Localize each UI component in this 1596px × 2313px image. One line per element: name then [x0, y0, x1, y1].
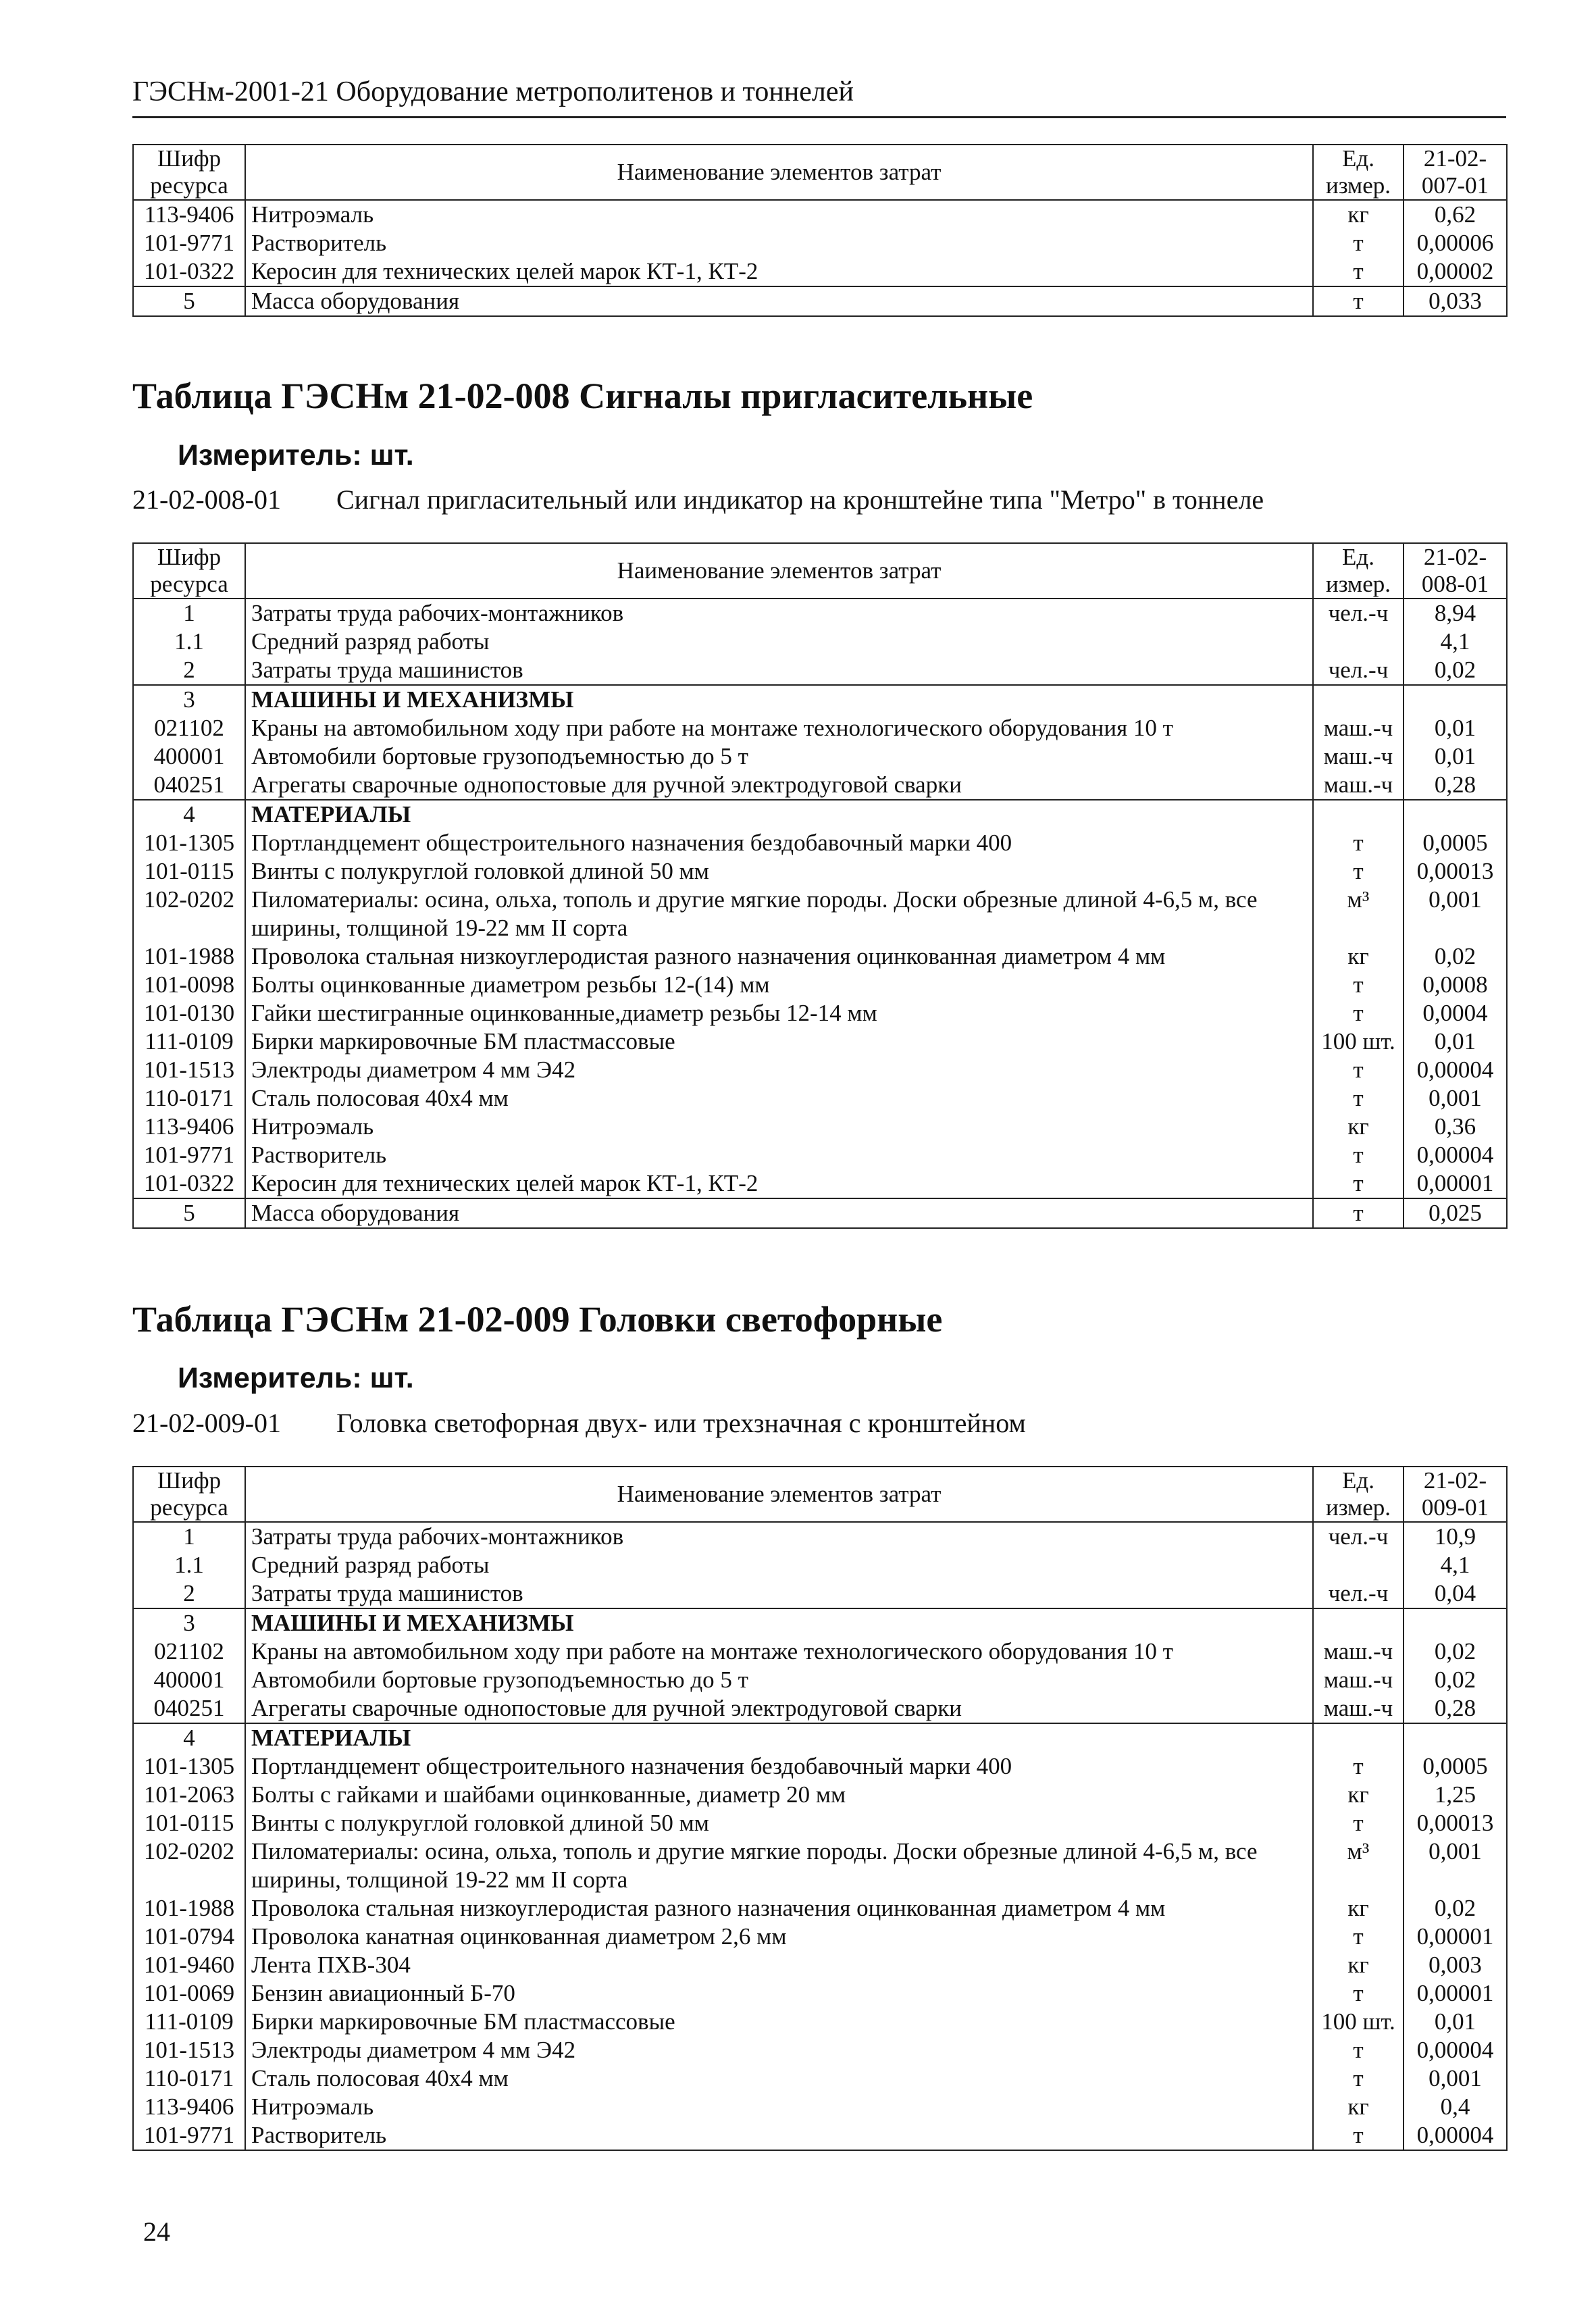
cell-name: Средний разряд работы: [245, 1551, 1313, 1579]
cell-unit: [1313, 628, 1404, 656]
table-row: [133, 1551, 1507, 1579]
table-row: [133, 1694, 1507, 1723]
cell-unit: кг: [1313, 942, 1404, 971]
cell-name: МАТЕРИАЛЫ: [245, 800, 1313, 829]
cell-value: [1404, 1608, 1507, 1637]
cell-code: 101-1988: [133, 942, 245, 971]
table-row: [133, 257, 1507, 286]
cell-unit: т: [1313, 1056, 1404, 1084]
cell-code: 113-9406: [133, 1113, 245, 1141]
cell-code: 5: [133, 1198, 245, 1228]
cell-value: 0,01: [1404, 1027, 1507, 1056]
cell-code: 101-1305: [133, 1752, 245, 1781]
cell-unit: кг: [1313, 2093, 1404, 2121]
table-row: [133, 1198, 1507, 1228]
header-norm-column: 21-02- 008-01: [1404, 543, 1507, 599]
cell-unit: м³: [1313, 1837, 1404, 1894]
cell-unit: 100 шт.: [1313, 1027, 1404, 1056]
cell-code: 040251: [133, 771, 245, 800]
cell-value: 0,01: [1404, 714, 1507, 742]
cell-name: Средний разряд работы: [245, 628, 1313, 656]
table-row: [133, 685, 1507, 714]
cell-value: 0,00006: [1404, 229, 1507, 257]
cell-code: 101-9771: [133, 229, 245, 257]
cell-name: Затраты труда рабочих-монтажников: [245, 599, 1313, 628]
cell-value: 0,00001: [1404, 1979, 1507, 2008]
cell-value: 0,02: [1404, 1894, 1507, 1923]
cell-unit: т: [1313, 1141, 1404, 1169]
cell-value: 0,00002: [1404, 257, 1507, 286]
cell-code: 101-0322: [133, 257, 245, 286]
cell-unit: чел.-ч: [1313, 1579, 1404, 1608]
table-row: [133, 1579, 1507, 1608]
cell-code: 040251: [133, 1694, 245, 1723]
table-row: [133, 656, 1507, 685]
table-row: [133, 1027, 1507, 1056]
resource-table-009: [132, 1466, 1508, 2151]
cell-unit: [1313, 800, 1404, 829]
cell-name: Растворитель: [245, 2121, 1313, 2150]
table-row: [133, 200, 1507, 229]
cell-name: Лента ПХВ-304: [245, 1951, 1313, 1979]
cell-code: 101-1513: [133, 2036, 245, 2064]
cell-value: 0,62: [1404, 200, 1507, 229]
header-name: Наименование элементов затрат: [245, 145, 1313, 200]
cell-value: 0,003: [1404, 1951, 1507, 1979]
cell-name: Проволока стальная низкоуглеродистая разного назначения оцинкованная диаметром 4 мм: [245, 1894, 1313, 1923]
cell-value: 0,02: [1404, 942, 1507, 971]
cell-unit: т: [1313, 857, 1404, 886]
cell-name: Автомобили бортовые грузоподъемностью до 5 т: [245, 1666, 1313, 1694]
header-cipher: Шифр ресурса: [133, 543, 245, 599]
cell-unit: 100 шт.: [1313, 2008, 1404, 2036]
cell-value: 0,00013: [1404, 857, 1507, 886]
cell-name: Масса оборудования: [245, 286, 1313, 316]
table-row: [133, 1056, 1507, 1084]
cell-code: 102-0202: [133, 886, 245, 942]
table-row: [133, 1752, 1507, 1781]
resource-table-007: [132, 144, 1508, 317]
cell-name: Электроды диаметром 4 мм Э42: [245, 1056, 1313, 1084]
cell-code: 101-0069: [133, 1979, 245, 2008]
cell-value: 0,28: [1404, 771, 1507, 800]
cell-code: 5: [133, 286, 245, 316]
cell-code: 3: [133, 685, 245, 714]
cell-value: 0,00001: [1404, 1169, 1507, 1198]
cell-name: Болты с гайками и шайбами оцинкованные, диаметр 20 мм: [245, 1781, 1313, 1809]
table-row: [133, 1113, 1507, 1141]
cell-value: 0,00004: [1404, 2036, 1507, 2064]
header-name: Наименование элементов затрат: [245, 1467, 1313, 1522]
table-caption-009: Таблица ГЭСНм 21-02-009 Головки светофорные: [132, 1299, 943, 1340]
cell-code: 111-0109: [133, 1027, 245, 1056]
table-row: [133, 229, 1507, 257]
cell-value: 4,1: [1404, 1551, 1507, 1579]
cell-value: 0,0004: [1404, 999, 1507, 1027]
cell-unit: маш.-ч: [1313, 714, 1404, 742]
table-row: [133, 1723, 1507, 1752]
cell-code: 1: [133, 599, 245, 628]
meter-label-008: Измеритель: шт.: [178, 439, 414, 472]
table-row: [133, 829, 1507, 857]
cell-value: 0,4: [1404, 2093, 1507, 2121]
cell-code: 400001: [133, 742, 245, 771]
cell-unit: т: [1313, 257, 1404, 286]
cell-code: 101-0098: [133, 971, 245, 999]
table-row: [133, 742, 1507, 771]
cell-value: 0,00004: [1404, 1141, 1507, 1169]
cell-code: 101-0115: [133, 1809, 245, 1837]
cell-code: 113-9406: [133, 200, 245, 229]
cell-value: 0,01: [1404, 2008, 1507, 2036]
cell-name: Затраты труда машинистов: [245, 1579, 1313, 1608]
table-row: [133, 1637, 1507, 1666]
cell-name: Сталь полосовая 40х4 мм: [245, 2064, 1313, 2093]
cell-code: 2: [133, 656, 245, 685]
table-row: [133, 999, 1507, 1027]
cell-unit: м³: [1313, 886, 1404, 942]
cell-unit: [1313, 685, 1404, 714]
cell-name: Бирки маркировочные БМ пластмассовые: [245, 2008, 1313, 2036]
table-row: [133, 800, 1507, 829]
cell-value: 0,001: [1404, 1084, 1507, 1113]
cell-value: [1404, 685, 1507, 714]
cell-value: 0,00004: [1404, 1056, 1507, 1084]
cell-name: Затраты труда машинистов: [245, 656, 1313, 685]
table-row: [133, 599, 1507, 628]
cell-value: 0,36: [1404, 1113, 1507, 1141]
cell-unit: чел.-ч: [1313, 656, 1404, 685]
norm-name: Головка светофорная двух- или трехзначная с кронштейном: [336, 1408, 1026, 1438]
cell-code: 4: [133, 1723, 245, 1752]
cell-name: Краны на автомобильном ходу при работе на монтаже технологического оборудования 10 т: [245, 714, 1313, 742]
header-norm-column: 21-02- 009-01: [1404, 1467, 1507, 1522]
cell-code: 110-0171: [133, 2064, 245, 2093]
cell-code: 4: [133, 800, 245, 829]
table-row: [133, 771, 1507, 800]
cell-value: 0,04: [1404, 1579, 1507, 1608]
cell-code: 021102: [133, 1637, 245, 1666]
cell-name: Сталь полосовая 40х4 мм: [245, 1084, 1313, 1113]
cell-value: 0,001: [1404, 2064, 1507, 2093]
cell-name: Болты оцинкованные диаметром резьбы 12-(14) мм: [245, 971, 1313, 999]
cell-value: 0,033: [1404, 286, 1507, 316]
table-row: [133, 1608, 1507, 1637]
cell-code: 1.1: [133, 628, 245, 656]
cell-unit: маш.-ч: [1313, 771, 1404, 800]
meter-label-009: Измеритель: шт.: [178, 1362, 414, 1394]
cell-value: 4,1: [1404, 628, 1507, 656]
cell-value: 0,00013: [1404, 1809, 1507, 1837]
table-caption-008: Таблица ГЭСНм 21-02-008 Сигналы пригласительные: [132, 376, 1033, 416]
cell-value: 0,0005: [1404, 1752, 1507, 1781]
cell-name: Винты с полукруглой головкой длиной 50 мм: [245, 857, 1313, 886]
cell-name: Масса оборудования: [245, 1198, 1313, 1228]
cell-unit: т: [1313, 1809, 1404, 1837]
cell-unit: т: [1313, 286, 1404, 316]
cell-unit: маш.-ч: [1313, 1637, 1404, 1666]
table-row: [133, 1084, 1507, 1113]
table-row: [133, 971, 1507, 999]
table-row: [133, 2121, 1507, 2150]
cell-name: Бирки маркировочные БМ пластмассовые: [245, 1027, 1313, 1056]
cell-unit: кг: [1313, 1781, 1404, 1809]
cell-value: 0,02: [1404, 1637, 1507, 1666]
cell-code: 1: [133, 1522, 245, 1551]
cell-unit: чел.-ч: [1313, 1522, 1404, 1551]
cell-value: 0,025: [1404, 1198, 1507, 1228]
cell-name: Агрегаты сварочные однопостовые для ручной электродуговой сварки: [245, 1694, 1313, 1723]
cell-value: 0,0008: [1404, 971, 1507, 999]
cell-value: 0,0005: [1404, 829, 1507, 857]
table-row: [133, 886, 1507, 942]
cell-name: Керосин для технических целей марок КТ-1, КТ-2: [245, 1169, 1313, 1198]
cell-code: 101-1305: [133, 829, 245, 857]
header-rule: [132, 116, 1506, 118]
norm-line-009: [132, 1407, 1026, 1439]
cell-name: Пиломатериалы: осина, ольха, тополь и другие мягкие породы. Доски обрезные длиной 4-6,5 м, все ширины, толщиной 19-22 мм II сорта: [245, 1837, 1313, 1894]
table-row: [133, 1522, 1507, 1551]
cell-value: 1,25: [1404, 1781, 1507, 1809]
norm-code: 21-02-008-01: [132, 484, 281, 515]
cell-value: 0,01: [1404, 742, 1507, 771]
table-row: [133, 2093, 1507, 2121]
cell-value: 10,9: [1404, 1522, 1507, 1551]
cell-code: 101-0130: [133, 999, 245, 1027]
cell-unit: [1313, 1551, 1404, 1579]
header-cipher: Шифр ресурса: [133, 1467, 245, 1522]
cell-name: Гайки шестигранные оцинкованные,диаметр резьбы 12-14 мм: [245, 999, 1313, 1027]
cell-code: 3: [133, 1608, 245, 1637]
cell-unit: т: [1313, 1198, 1404, 1228]
cell-unit: т: [1313, 1923, 1404, 1951]
cell-code: 102-0202: [133, 1837, 245, 1894]
cell-name: Нитроэмаль: [245, 2093, 1313, 2121]
cell-name: Растворитель: [245, 1141, 1313, 1169]
cell-unit: т: [1313, 1752, 1404, 1781]
table-row: [133, 1141, 1507, 1169]
header-cipher: Шифр ресурса: [133, 145, 245, 200]
cell-name: Проволока канатная оцинкованная диаметром 2,6 мм: [245, 1923, 1313, 1951]
cell-unit: т: [1313, 1084, 1404, 1113]
norm-line-008: [132, 484, 1264, 515]
cell-name: Нитроэмаль: [245, 200, 1313, 229]
cell-code: 113-9406: [133, 2093, 245, 2121]
cell-value: 0,001: [1404, 1837, 1507, 1894]
cell-code: 101-0115: [133, 857, 245, 886]
cell-name: Нитроэмаль: [245, 1113, 1313, 1141]
cell-name: МАШИНЫ И МЕХАНИЗМЫ: [245, 1608, 1313, 1637]
cell-code: 101-1988: [133, 1894, 245, 1923]
cell-value: 0,00004: [1404, 2121, 1507, 2150]
cell-unit: кг: [1313, 200, 1404, 229]
cell-unit: т: [1313, 2064, 1404, 2093]
table-row: [133, 942, 1507, 971]
table-row: [133, 1979, 1507, 2008]
cell-value: 0,00001: [1404, 1923, 1507, 1951]
table-row: [133, 857, 1507, 886]
header-unit: Ед. измер.: [1313, 1467, 1404, 1522]
cell-name: Затраты труда рабочих-монтажников: [245, 1522, 1313, 1551]
cell-unit: кг: [1313, 1894, 1404, 1923]
cell-value: [1404, 1723, 1507, 1752]
cell-unit: маш.-ч: [1313, 742, 1404, 771]
cell-value: [1404, 800, 1507, 829]
cell-unit: [1313, 1608, 1404, 1637]
table-row: [133, 1951, 1507, 1979]
cell-code: 400001: [133, 1666, 245, 1694]
table-row: [133, 714, 1507, 742]
norm-name: Сигнал пригласительный или индикатор на кронштейне типа "Метро" в тоннеле: [336, 484, 1264, 515]
cell-code: 101-0322: [133, 1169, 245, 1198]
cell-name: Портландцемент общестроительного назначения бездобавочный марки 400: [245, 1752, 1313, 1781]
table-row: [133, 2036, 1507, 2064]
cell-unit: кг: [1313, 1951, 1404, 1979]
cell-unit: т: [1313, 829, 1404, 857]
cell-name: МАШИНЫ И МЕХАНИЗМЫ: [245, 685, 1313, 714]
cell-unit: т: [1313, 2121, 1404, 2150]
cell-code: 101-0794: [133, 1923, 245, 1951]
header-name: Наименование элементов затрат: [245, 543, 1313, 599]
cell-code: 021102: [133, 714, 245, 742]
cell-name: Краны на автомобильном ходу при работе на монтаже технологического оборудования 10 т: [245, 1637, 1313, 1666]
cell-code: 101-9460: [133, 1951, 245, 1979]
cell-value: 0,02: [1404, 1666, 1507, 1694]
cell-unit: [1313, 1723, 1404, 1752]
cell-unit: т: [1313, 971, 1404, 999]
cell-unit: кг: [1313, 1113, 1404, 1141]
header-norm-column: 21-02- 007-01: [1404, 145, 1507, 200]
cell-name: МАТЕРИАЛЫ: [245, 1723, 1313, 1752]
norm-code: 21-02-009-01: [132, 1408, 281, 1438]
cell-unit: т: [1313, 229, 1404, 257]
cell-name: Автомобили бортовые грузоподъемностью до 5 т: [245, 742, 1313, 771]
cell-name: Винты с полукруглой головкой длиной 50 мм: [245, 1809, 1313, 1837]
cell-code: 1.1: [133, 1551, 245, 1579]
header-unit: Ед. измер.: [1313, 543, 1404, 599]
table-row: [133, 2064, 1507, 2093]
header-unit: Ед. измер.: [1313, 145, 1404, 200]
cell-unit: т: [1313, 2036, 1404, 2064]
cell-value: 0,001: [1404, 886, 1507, 942]
cell-name: Бензин авиационный Б-70: [245, 1979, 1313, 2008]
table-row: [133, 628, 1507, 656]
table-row: [133, 1894, 1507, 1923]
cell-name: Агрегаты сварочные однопостовые для ручной электродуговой сварки: [245, 771, 1313, 800]
cell-name: Портландцемент общестроительного назначения бездобавочный марки 400: [245, 829, 1313, 857]
cell-code: 101-1513: [133, 1056, 245, 1084]
cell-value: 8,94: [1404, 599, 1507, 628]
table-row: [133, 1923, 1507, 1951]
cell-unit: чел.-ч: [1313, 599, 1404, 628]
cell-value: 0,02: [1404, 656, 1507, 685]
cell-code: 101-9771: [133, 2121, 245, 2150]
cell-unit: т: [1313, 1979, 1404, 2008]
cell-name: Керосин для технических целей марок КТ-1, КТ-2: [245, 257, 1313, 286]
cell-code: 101-9771: [133, 1141, 245, 1169]
table-row: [133, 1169, 1507, 1198]
cell-value: 0,28: [1404, 1694, 1507, 1723]
resource-table-008: [132, 542, 1508, 1229]
cell-unit: маш.-ч: [1313, 1694, 1404, 1723]
cell-unit: т: [1313, 1169, 1404, 1198]
table-row: [133, 1809, 1507, 1837]
table-row: [133, 286, 1507, 316]
cell-unit: т: [1313, 999, 1404, 1027]
cell-code: 110-0171: [133, 1084, 245, 1113]
table-row: [133, 1781, 1507, 1809]
page-number: 24: [143, 2216, 170, 2247]
cell-name: Проволока стальная низкоуглеродистая разного назначения оцинкованная диаметром 4 мм: [245, 942, 1313, 971]
cell-code: 111-0109: [133, 2008, 245, 2036]
cell-code: 101-2063: [133, 1781, 245, 1809]
running-header: ГЭСНм-2001-21 Оборудование метрополитенов и тоннелей: [132, 76, 854, 107]
cell-unit: маш.-ч: [1313, 1666, 1404, 1694]
cell-name: Пиломатериалы: осина, ольха, тополь и другие мягкие породы. Доски обрезные длиной 4-6,5 м, все ширины, толщиной 19-22 мм II сорта: [245, 886, 1313, 942]
table-row: [133, 1666, 1507, 1694]
cell-name: Электроды диаметром 4 мм Э42: [245, 2036, 1313, 2064]
table-row: [133, 1837, 1507, 1894]
cell-name: Растворитель: [245, 229, 1313, 257]
cell-code: 2: [133, 1579, 245, 1608]
table-row: [133, 2008, 1507, 2036]
